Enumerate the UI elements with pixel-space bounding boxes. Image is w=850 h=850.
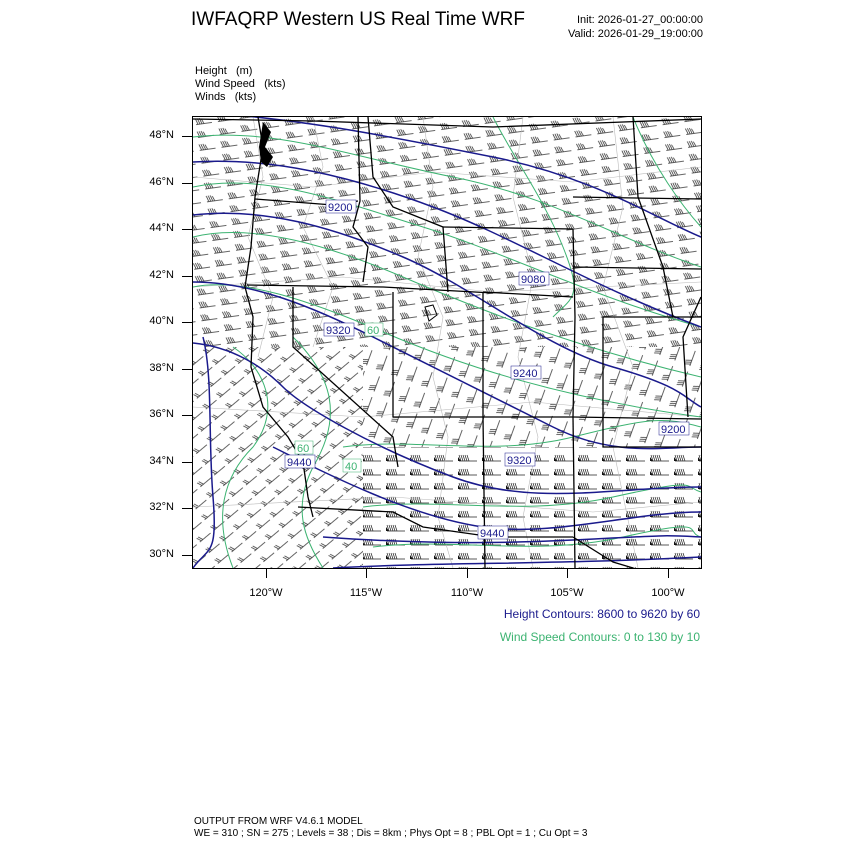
contour-label: 9320 bbox=[507, 455, 532, 467]
lat-label-44n: 44°N bbox=[149, 222, 174, 234]
field-wind-speed: Wind Speed (kts) bbox=[195, 78, 286, 90]
lat-label-32n: 32°N bbox=[149, 501, 174, 513]
lat-tick bbox=[182, 183, 192, 184]
lat-tick bbox=[182, 462, 192, 463]
lat-tick bbox=[182, 276, 192, 277]
lat-tick bbox=[182, 508, 192, 509]
lat-label-42n: 42°N bbox=[149, 269, 174, 281]
lat-tick bbox=[182, 555, 192, 556]
lat-label-34n: 34°N bbox=[149, 455, 174, 467]
lat-label-30n: 30°N bbox=[149, 548, 174, 560]
lon-tick bbox=[366, 569, 367, 578]
lon-tick bbox=[467, 569, 468, 578]
model-config: WE = 310 ; SN = 275 ; Levels = 38 ; Dis = 8km ; Phys Opt = 8 ; PBL Opt = 1 ; Cu Opt = 3 bbox=[194, 828, 588, 839]
lat-tick bbox=[182, 369, 192, 370]
contour-label: 9320 bbox=[326, 325, 351, 337]
height-contour-legend: Height Contours: 8600 to 9620 by 60 bbox=[503, 607, 700, 621]
lon-tick bbox=[668, 569, 669, 578]
contour-label: 9080 bbox=[521, 274, 546, 286]
contour-label: 9200 bbox=[328, 202, 353, 214]
init-time: Init: 2026-01-27_00:00:00 bbox=[577, 14, 703, 26]
lat-tick bbox=[182, 136, 192, 137]
field-list bbox=[195, 65, 285, 104]
plot-title: IWFAQRP Western US Real Time WRF bbox=[191, 9, 525, 30]
run-times bbox=[568, 13, 703, 41]
lat-label-46n: 46°N bbox=[149, 176, 174, 188]
lat-label-36n: 36°N bbox=[149, 408, 174, 420]
lat-tick bbox=[182, 322, 192, 323]
wind-contour-legend: Wind Speed Contours: 0 to 130 by 10 bbox=[499, 630, 700, 644]
lat-tick bbox=[182, 229, 192, 230]
contour-label: 9240 bbox=[513, 368, 538, 380]
lon-label-115w: 115°W bbox=[349, 587, 383, 599]
model-version: OUTPUT FROM WRF V4.6.1 MODEL bbox=[194, 816, 363, 827]
contour-label: 9200 bbox=[661, 424, 686, 436]
lon-label-100w: 100°W bbox=[651, 587, 685, 599]
lon-label-105w: 105°W bbox=[550, 587, 584, 599]
map-canvas bbox=[193, 117, 701, 568]
wind-label: 40 bbox=[345, 461, 358, 473]
wind-label: 60 bbox=[297, 443, 310, 455]
contour-label: 9440 bbox=[287, 457, 312, 469]
lon-label-120w: 120°W bbox=[249, 587, 283, 599]
map-panel bbox=[192, 116, 702, 569]
lon-label-110w: 110°W bbox=[450, 587, 484, 599]
lat-label-48n: 48°N bbox=[149, 129, 174, 141]
lat-tick bbox=[182, 415, 192, 416]
lat-label-38n: 38°N bbox=[149, 362, 174, 374]
lon-tick bbox=[266, 569, 267, 578]
wind-barbs-central bbox=[363, 347, 701, 447]
model-info bbox=[194, 816, 587, 840]
valid-time: Valid: 2026-01-29_19:00:00 bbox=[568, 28, 703, 40]
field-winds: Winds (kts) bbox=[195, 91, 257, 103]
wind-barbs-southwest bbox=[193, 347, 363, 568]
wind-label: 60 bbox=[367, 325, 380, 337]
lon-tick bbox=[567, 569, 568, 578]
lat-label-40n: 40°N bbox=[149, 315, 174, 327]
contour-label: 9440 bbox=[480, 528, 505, 540]
field-height: Height (m) bbox=[195, 65, 253, 77]
